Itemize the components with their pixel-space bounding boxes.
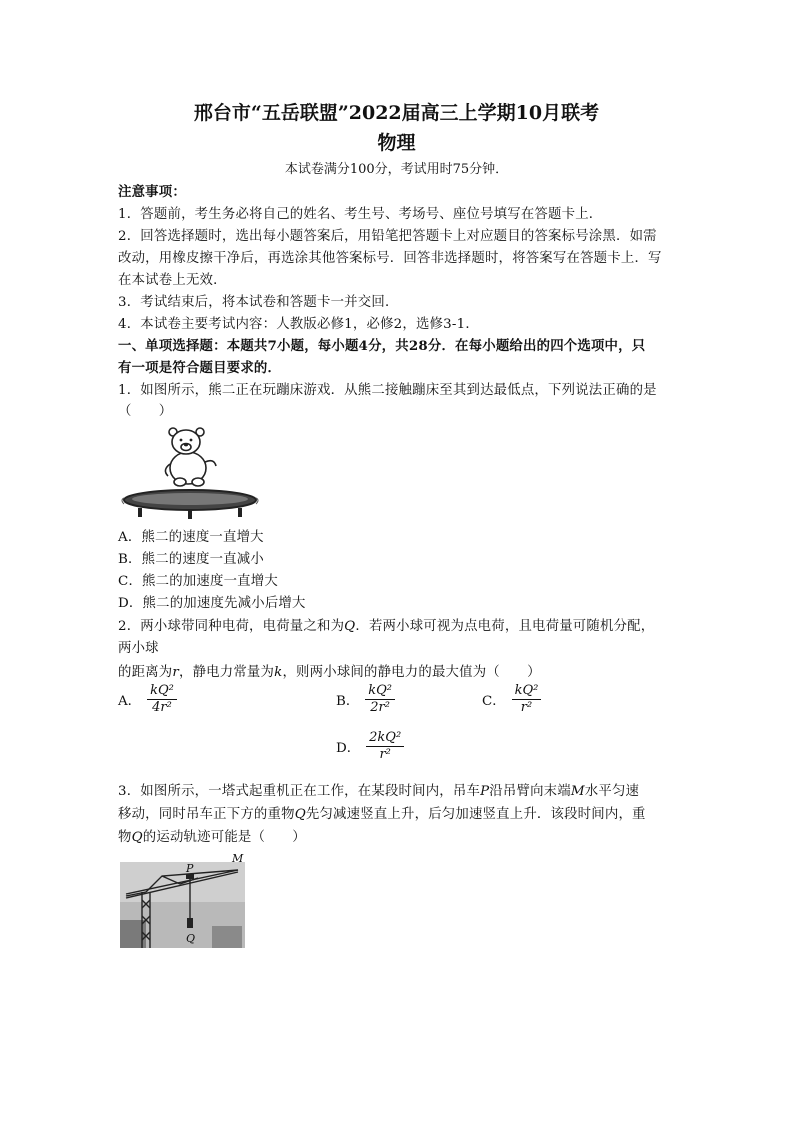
- question-1-option-c: C．熊二的加速度一直增大: [118, 574, 278, 589]
- crane-figure: [120, 850, 250, 950]
- crane-label-p: P: [186, 862, 194, 875]
- notice-item: 3．考试结束后，将本试卷和答题卡一并交回．: [118, 295, 399, 310]
- question-2-stem: 2．两小球带同种电荷，电荷量之和为Q．若两小球可视为点电荷，且电荷量可随机分配，: [118, 619, 655, 634]
- notice-item: 2．回答选择题时，选出每小题答案后，用铅笔把答题卡上对应题目的答案标号涂黑．如需: [118, 229, 657, 244]
- question-1-stem: 1．如图所示，熊二正在玩蹦床游戏．从熊二接触蹦床至其到达最低点，下列说法正确的是: [118, 383, 657, 398]
- question-2-option-b: B． $\frac{\text{kQ²}}{\text{2r²}}$: [336, 684, 395, 716]
- question-3-stem-cont: 移动，同时吊车正下方的重物Q先匀减速竖直上升，后匀加速竖直上升．该段时间内，重: [118, 807, 646, 822]
- notice-item: 1．答题前，考生务必将自己的姓名、考生号、考场号、座位号填写在答题卡上．: [118, 207, 603, 222]
- question-2-option-c: C． $\frac{\text{kQ²}}{\text{r²}}$: [482, 684, 541, 716]
- question-1-option-a: A．熊二的速度一直增大: [118, 530, 264, 545]
- question-2-stem-cont: 的距离为r，静电力常量为k，则两小球间的静电力的最大值为（ ）: [118, 665, 541, 680]
- notice-item: 4．本试卷主要考试内容：人教版必修1，必修2，选修3-1．: [118, 317, 479, 332]
- question-3-stem-cont: 物Q的运动轨迹可能是（ ）: [118, 830, 306, 845]
- question-1-paren: （ ）: [118, 404, 173, 419]
- exam-title: 邢台市“五岳联盟”2022届高三上学期10月联考: [193, 102, 600, 124]
- notice-item: 改动，用橡皮擦干净后，再选涂其他答案标号．回答非选择题时，将答案写在答题卡上．写: [118, 251, 662, 266]
- question-2-option-d: D． $\frac{\text{2kQ²}}{\text{r²}}$: [336, 731, 404, 763]
- section-heading: 一、单项选择题：本题共7小题，每小题4分，共28分．在每小题给出的四个选项中，只: [118, 338, 646, 354]
- bear-trampoline-figure: [118, 420, 268, 520]
- crane-label-m: M: [232, 852, 244, 865]
- crane-label-q: Q: [186, 932, 196, 945]
- question-2-option-a: A． $\frac{\text{kQ²}}{\text{4r²}}$: [118, 684, 177, 716]
- question-2-stem-cont: 两小球: [118, 641, 159, 656]
- section-heading-cont: 有一项是符合题目要求的．: [118, 360, 282, 376]
- question-1-option-b: B．熊二的速度一直减小: [118, 552, 264, 567]
- exam-subtitle: 本试卷满分100分，考试用时75分钟．: [284, 162, 509, 177]
- question-3-stem: 3．如图所示，一塔式起重机正在工作，在某段时间内，吊车P沿吊臂向末端M水平匀速: [118, 784, 640, 799]
- notice-heading: 注意事项：: [118, 184, 186, 200]
- question-1-option-d: D．熊二的加速度先减小后增大: [118, 596, 306, 611]
- subject-title: 物理: [377, 132, 416, 154]
- notice-item: 在本试卷上无效．: [118, 273, 227, 288]
